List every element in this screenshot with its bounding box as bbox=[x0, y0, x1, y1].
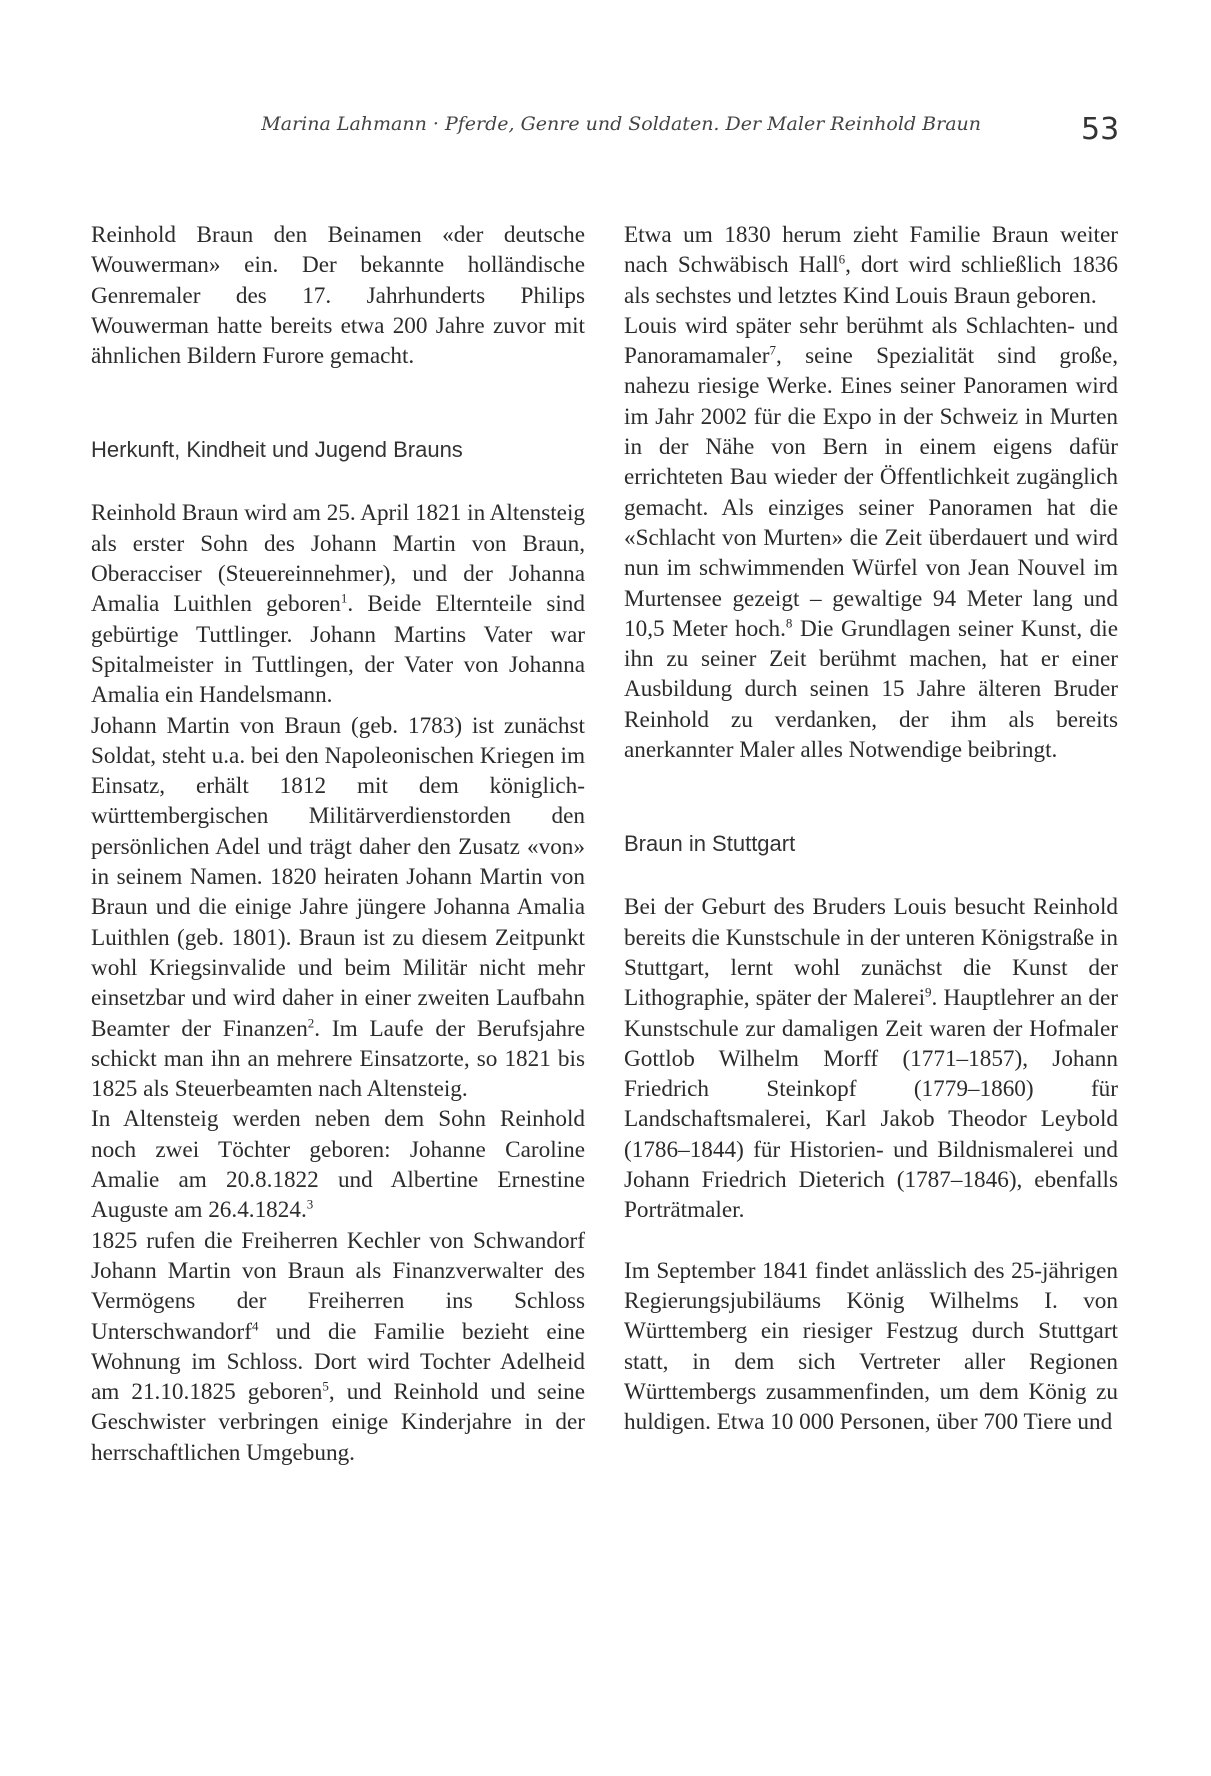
footnote-ref-6[interactable]: 6 bbox=[838, 251, 846, 267]
page-number: 53 bbox=[1081, 112, 1120, 147]
footnote-ref-5[interactable]: 5 bbox=[322, 1378, 329, 1394]
paragraph-schwaebisch-hall: Etwa um 1830 herum zieht Familie Braun weiter nach Schwäbisch Hall$^6$, dort wird schließlich 1836 als sechstes und letztes Kind Louis Braun geboren. bbox=[624, 222, 1118, 309]
right-column bbox=[624, 220, 1118, 1437]
footnote-ref-3[interactable]: 3 bbox=[306, 1196, 314, 1212]
heading-stuttgart: Braun in Stuttgart bbox=[624, 831, 796, 857]
footnote-ref-2[interactable]: 2 bbox=[307, 1014, 315, 1030]
paragraph-festzug: Im September 1841 findet anlässlich des 25-jährigen Regierungsjubiläums König Wilhelms I. von Württemberg ein riesiger Festzug durch Stuttgart statt, in dem sich Vertreter aller Regionen Württembergs zusammenfinden, um dem König zu huldigen. Etwa 10 000 Personen, über 700 Tiere und bbox=[624, 1257, 1118, 1436]
footnote-ref-9[interactable]: 9 bbox=[925, 984, 932, 1000]
footnote-ref-8[interactable]: 8 bbox=[785, 615, 793, 631]
paragraph-wouwerman: Reinhold Braun den Beinamen «der deutsche Wouwerman» ein. Der bekannte holländische Genremaler des 17. Jahrhunderts Philips Wouwerman hatte bereits etwa 200 Jahre zuvor mit ähnlichen Bildern Furore gemacht. bbox=[91, 222, 585, 370]
paragraph-kunstschule: Bei der Geburt des Bruders Louis besucht Reinhold bereits die Kunstschule in der unteren Königstraße in Stuttgart, lernt wohl zunächst die Kunst der Lithographie, später der Malerei$^9$. Hauptlehrer an der Kunstschule zur damaligen Zeit waren der Hofmaler Gottlob Wilhelm Morff (1771–1857), Johann Friedrich Steinkopf (1779–1860) für Landschaftsmalerei, Karl Jakob Theodor Leybold (1786–1844) für Historien- und Bildnismalerei und Johann Friedrich Dieterich (1787–1846), ebenfalls Porträtmaler. bbox=[624, 894, 1118, 1224]
paragraph-louis: Louis wird später sehr berühmt als Schlachten- und Panoramamaler$^7$, seine Spezialität sind große, nahezu riesige Werke. Eines seiner Panoramen wird im Jahr 2002 für die Expo in der Schweiz in Murten in der Nähe von Bern in einem eigens dafür errichteten Bau wieder der Öffentlichkeit zugänglich gemacht. Als einziges seiner Panoramen hat die «Schlacht von Murten» die Zeit überdauert und wird nun im schwimmenden Würfel von Jean Nouvel im Murtensee gezeigt – gewaltige 94 Meter lang und 10,5 Meter hoch.$^8$ Die Grundlagen seiner Kunst, die ihn zu seiner Zeit berühmt machen, hat er einer Ausbildung durch seinen 15 Jahre älteren Bruder Reinhold zu verdanken, der ihm als bereits anerkannter Maler alles Notwendige beibringt. bbox=[624, 312, 1118, 764]
footnote-ref-7[interactable]: 7 bbox=[769, 342, 776, 358]
paragraph-birth: Reinhold Braun wird am 25. April 1821 in Altensteig als erster Sohn des Johann Martin von Braun, Oberacciser (Steuereinnehmer), und der Johanna Amalia Luithlen geboren$^1$. Beide Elternteile sind gebürtige Tuttlinger. Johann Martins Vater war Spitalmeister in Tuttlingen, der Vater von Johanna Amalia ein Handelsmann. bbox=[91, 500, 585, 709]
footnote-ref-4[interactable]: 4 bbox=[251, 1317, 259, 1333]
paragraph-altensteig: In Altensteig werden neben dem Sohn Reinhold noch zwei Töchter geboren: Johanne Caroline Amalie am 20.8.1822 und Albertine Ernestine Auguste am 26.4.1824.$^3$ bbox=[91, 1106, 585, 1224]
left-column bbox=[91, 220, 585, 1468]
heading-herkunft: Herkunft, Kindheit und Jugend Brauns bbox=[91, 437, 463, 463]
paragraph-schwandorf: 1825 rufen die Freiherren Kechler von Schwandorf Johann Martin von Braun als Finanzverwalter des Vermögens der Freiherren ins Schloss Unterschwandorf$^4$ und die Familie bezieht eine Wohnung im Schloss. Dort wird Tochter Adelheid am 21.10.1825 geboren$^5$, und Reinhold und seine Geschwister verbringen einige Kinderjahre in der herrschaftlichen Umgebung. bbox=[91, 1227, 585, 1466]
footnote-ref-1[interactable]: 1 bbox=[340, 590, 348, 606]
paragraph-johann-martin: Johann Martin von Braun (geb. 1783) ist zunächst Soldat, steht u.a. bei den Napoleonischen Kriegen im Einsatz, erhält 1812 mit dem königlich-württembergischen Militärverdienstorden den persönlichen Adel und trägt daher den Zusatz «von» in seinem Namen. 1820 heiraten Johann Martin von Braun und die einige Jahre jüngere Johanna Amalia Luithlen (geb. 1801). Braun ist zu diesem Zeitpunkt wohl Kriegsinvalide und beim Militär nicht mehr einsetzbar und wird daher in einer zweiten Laufbahn Beamter der Finanzen$^2$. Im Laufe der Berufsjahre schickt man ihn an mehrere Einsatzorte, so 1821 bis 1825 als Steuerbeamten nach Altensteig. bbox=[91, 712, 585, 1103]
running-title: Marina Lahmann · Pferde, Genre und Soldaten. Der Maler Reinhold Braun bbox=[261, 113, 981, 135]
